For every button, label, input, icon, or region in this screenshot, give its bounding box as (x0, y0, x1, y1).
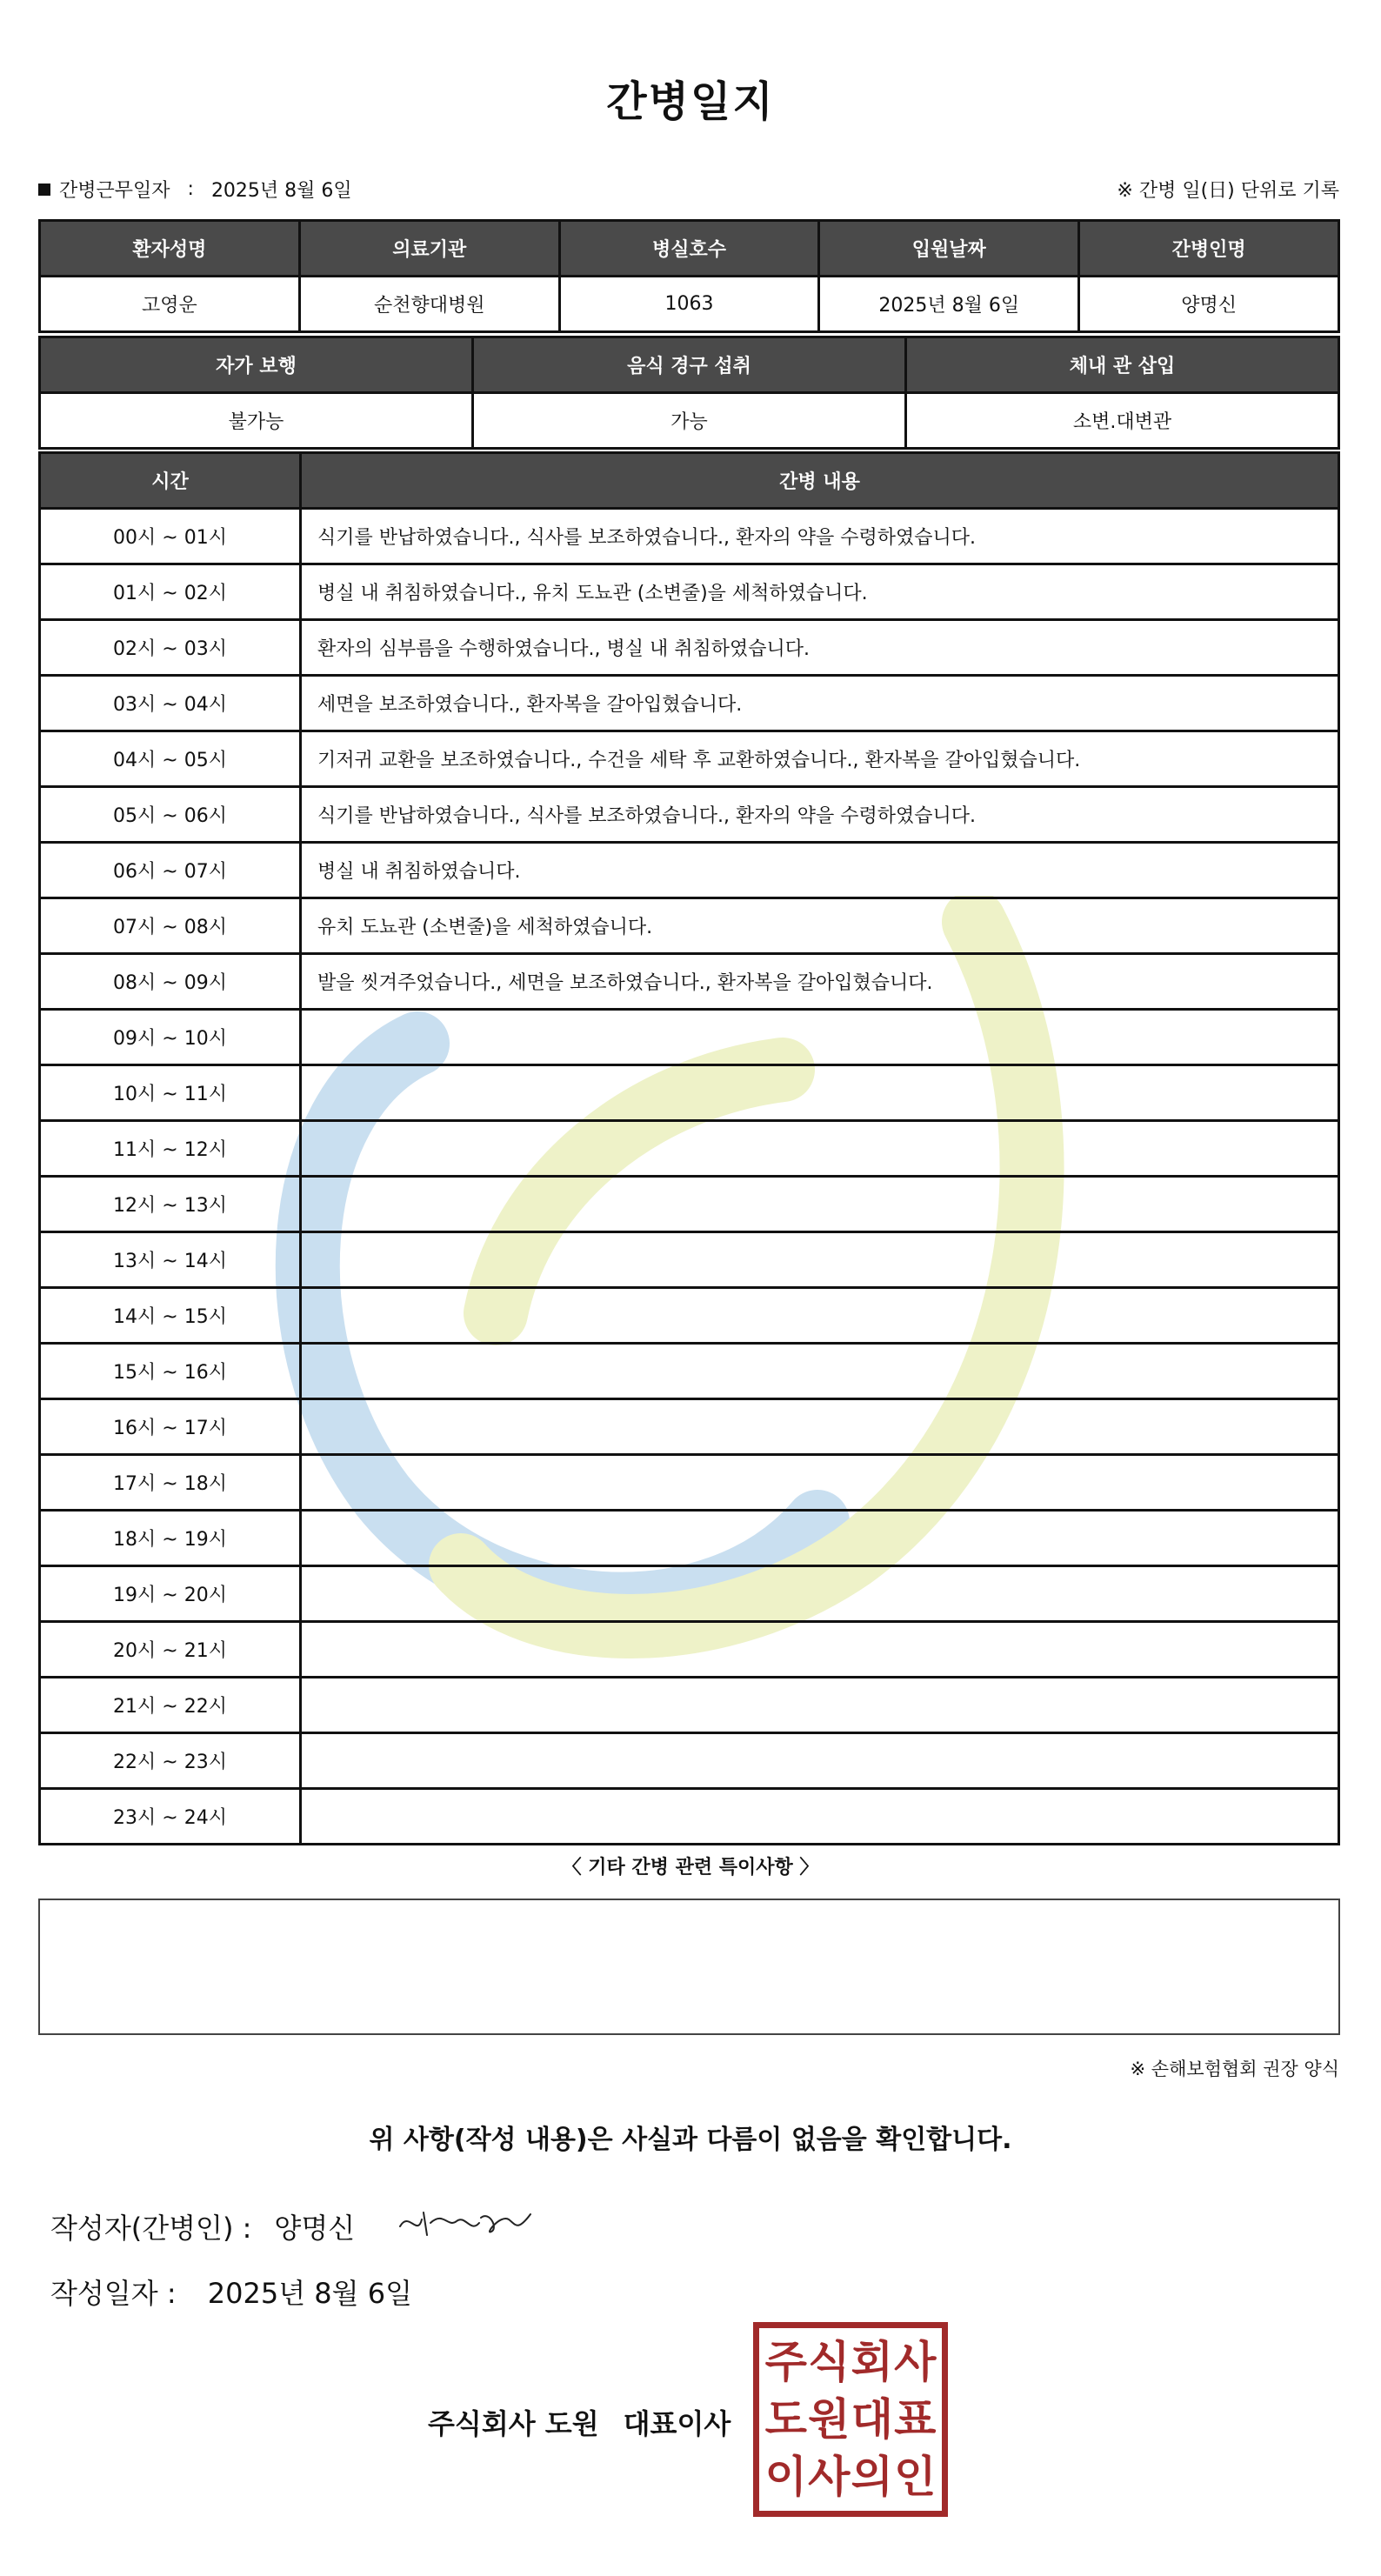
room-number: 1063 (559, 277, 819, 332)
company-seal-stamp (753, 2322, 948, 2517)
care-log-row (40, 564, 1339, 620)
care-log-time: 10시 ~ 11시 (40, 1065, 301, 1121)
care-log-content (301, 1511, 1339, 1566)
seal-char: 이 (764, 2452, 807, 2502)
care-log-time: 08시 ~ 09시 (40, 954, 301, 1010)
care-log-row (40, 1622, 1339, 1678)
written-date-value: 2025년 8월 6일 (207, 2277, 413, 2310)
care-log-row (40, 1065, 1339, 1121)
writer-row (50, 2206, 355, 2246)
header-time: 시간 (40, 453, 301, 509)
care-log-time: 15시 ~ 16시 (40, 1344, 301, 1399)
care-log-content: 세면을 보조하였습니다., 환자복을 갈아입혔습니다. (301, 676, 1339, 731)
notes-box (38, 1899, 1340, 2035)
care-log-content (301, 1121, 1339, 1177)
seal-char: 원 (808, 2394, 851, 2445)
care-log-content: 병실 내 취침하였습니다., 유치 도뇨관 (소변줄)을 세척하였습니다. (301, 564, 1339, 620)
care-log-time: 14시 ~ 15시 (40, 1288, 301, 1344)
care-log-time: 02시 ~ 03시 (40, 620, 301, 676)
care-log-content (301, 1733, 1339, 1789)
care-log-content: 유치 도뇨관 (소변줄)을 세척하였습니다. (301, 898, 1339, 954)
care-log-content (301, 1288, 1339, 1344)
company-signature (428, 2402, 731, 2442)
patient-status-table (38, 336, 1340, 450)
care-log-body (40, 509, 1339, 1845)
admission-date: 2025년 8월 6일 (819, 277, 1079, 332)
writer-label: 작성자(간병인) : (50, 2212, 252, 2245)
seal-char: 도 (764, 2394, 807, 2445)
care-log-row (40, 509, 1339, 564)
care-log-time: 00시 ~ 01시 (40, 509, 301, 564)
care-log-time: 05시 ~ 06시 (40, 787, 301, 843)
self-walking: 불가능 (40, 393, 473, 449)
header-care-content: 간병 내용 (301, 453, 1339, 509)
care-log-row (40, 1566, 1339, 1622)
care-log-content (301, 1065, 1339, 1121)
care-log-row (40, 1399, 1339, 1455)
notes-title: 〈 기타 간병 관련 특이사항 〉 (562, 1857, 819, 1879)
colon-separator: : (187, 178, 194, 200)
care-log-time: 16시 ~ 17시 (40, 1399, 301, 1455)
care-log-content (301, 1177, 1339, 1232)
care-log-row (40, 1344, 1339, 1399)
company-name: 주식회사 도원 (428, 2407, 599, 2440)
patient-name: 고영운 (40, 277, 300, 332)
header-admission-date: 입원날짜 (819, 221, 1079, 277)
care-log-row (40, 1010, 1339, 1065)
confirm-statement: 위 사항(작성 내용)은 사실과 다름이 없음을 확인합니다. (369, 2125, 1012, 2155)
care-log-header-row (40, 453, 1339, 509)
signature-image (396, 2202, 535, 2246)
care-log-row (40, 1733, 1339, 1789)
header-room-number: 병실호수 (559, 221, 819, 277)
care-log-row (40, 1511, 1339, 1566)
care-log-time: 17시 ~ 18시 (40, 1455, 301, 1511)
work-date-label: 간병근무일자 (59, 180, 170, 202)
care-log-row (40, 676, 1339, 731)
seal-char: 사 (808, 2452, 851, 2502)
care-log-row (40, 1232, 1339, 1288)
footnote: ※ 손해보험협회 권장 양식 (1130, 2059, 1339, 2079)
header-patient-name: 환자성명 (40, 221, 300, 277)
care-log-time: 06시 ~ 07시 (40, 843, 301, 898)
care-log-content (301, 1789, 1339, 1845)
care-log-content: 병실 내 취침하였습니다. (301, 843, 1339, 898)
catheter: 소변.대변관 (906, 393, 1339, 449)
seal-char: 인 (894, 2452, 937, 2502)
patient-status-value-row (40, 393, 1339, 449)
care-log-row (40, 731, 1339, 787)
care-log-time: 13시 ~ 14시 (40, 1232, 301, 1288)
patient-info-table (38, 219, 1340, 333)
seal-char: 식 (808, 2337, 851, 2387)
work-date-value: 2025년 8월 6일 (210, 180, 352, 202)
work-date (38, 176, 352, 203)
care-log-row (40, 620, 1339, 676)
care-log-content (301, 1344, 1339, 1399)
care-log-time: 01시 ~ 02시 (40, 564, 301, 620)
care-log-content (301, 1399, 1339, 1455)
patient-info-header-row (40, 221, 1339, 277)
header-caregiver-name: 간병인명 (1079, 221, 1339, 277)
company-title: 대표이사 (623, 2407, 731, 2440)
seal-char: 의 (851, 2452, 893, 2502)
care-log-row (40, 843, 1339, 898)
care-log-row (40, 787, 1339, 843)
care-log-content (301, 1678, 1339, 1733)
caregiver-name: 양명신 (1079, 277, 1339, 332)
care-log-row (40, 898, 1339, 954)
care-log-time: 04시 ~ 05시 (40, 731, 301, 787)
care-log-time: 20시 ~ 21시 (40, 1622, 301, 1678)
care-log-time: 03시 ~ 04시 (40, 676, 301, 731)
care-log-content (301, 1010, 1339, 1065)
care-log-time: 09시 ~ 10시 (40, 1010, 301, 1065)
care-log-content: 기저귀 교환을 보조하였습니다., 수건을 세탁 후 교환하였습니다., 환자복을 갈아입혔습니다. (301, 731, 1339, 787)
care-log-content (301, 1455, 1339, 1511)
bullet-square-icon (38, 184, 50, 196)
header-hospital: 의료기관 (299, 221, 559, 277)
care-log-content (301, 1622, 1339, 1678)
care-log-row (40, 1789, 1339, 1845)
care-log-table (38, 451, 1340, 1845)
care-log-time: 21시 ~ 22시 (40, 1678, 301, 1733)
writer-name: 양명신 (274, 2212, 356, 2245)
care-log-content (301, 1566, 1339, 1622)
seal-char: 회 (851, 2337, 893, 2387)
seal-char: 표 (894, 2394, 937, 2445)
care-log-row (40, 1678, 1339, 1733)
seal-char: 대 (851, 2394, 893, 2445)
care-log-row (40, 954, 1339, 1010)
header-self-walking: 자가 보행 (40, 337, 473, 393)
care-log-time: 07시 ~ 08시 (40, 898, 301, 954)
patient-info-value-row (40, 277, 1339, 332)
seal-char: 사 (894, 2337, 937, 2387)
care-log-time: 23시 ~ 24시 (40, 1789, 301, 1845)
patient-status-header-row (40, 337, 1339, 393)
care-log-time: 22시 ~ 23시 (40, 1733, 301, 1789)
written-date-label: 작성일자 : (50, 2277, 177, 2310)
care-log-time: 12시 ~ 13시 (40, 1177, 301, 1232)
care-log-time: 11시 ~ 12시 (40, 1121, 301, 1177)
care-log-row (40, 1455, 1339, 1511)
care-log-time: 19시 ~ 20시 (40, 1566, 301, 1622)
unit-note: ※ 간병 일(日) 단위로 기록 (1117, 180, 1339, 202)
page-title: 간병일지 (606, 77, 775, 126)
care-log-content (301, 1232, 1339, 1288)
care-log-content: 환자의 심부름을 수행하였습니다., 병실 내 취침하였습니다. (301, 620, 1339, 676)
seal-char: 주 (764, 2337, 807, 2387)
care-log-content: 식기를 반납하였습니다., 식사를 보조하였습니다., 환자의 약을 수령하였습니다. (301, 509, 1339, 564)
written-date-row (50, 2272, 412, 2312)
care-log-row (40, 1288, 1339, 1344)
header-catheter: 체내 관 삽입 (906, 337, 1339, 393)
care-log-content: 식기를 반납하였습니다., 식사를 보조하였습니다., 환자의 약을 수령하였습니다. (301, 787, 1339, 843)
hospital: 순천향대병원 (299, 277, 559, 332)
header-oral-intake: 음식 경구 섭취 (473, 337, 906, 393)
care-log-content: 발을 씻겨주었습니다., 세면을 보조하였습니다., 환자복을 갈아입혔습니다. (301, 954, 1339, 1010)
oral-intake: 가능 (473, 393, 906, 449)
care-log-row (40, 1177, 1339, 1232)
care-log-time: 18시 ~ 19시 (40, 1511, 301, 1566)
care-log-row (40, 1121, 1339, 1177)
